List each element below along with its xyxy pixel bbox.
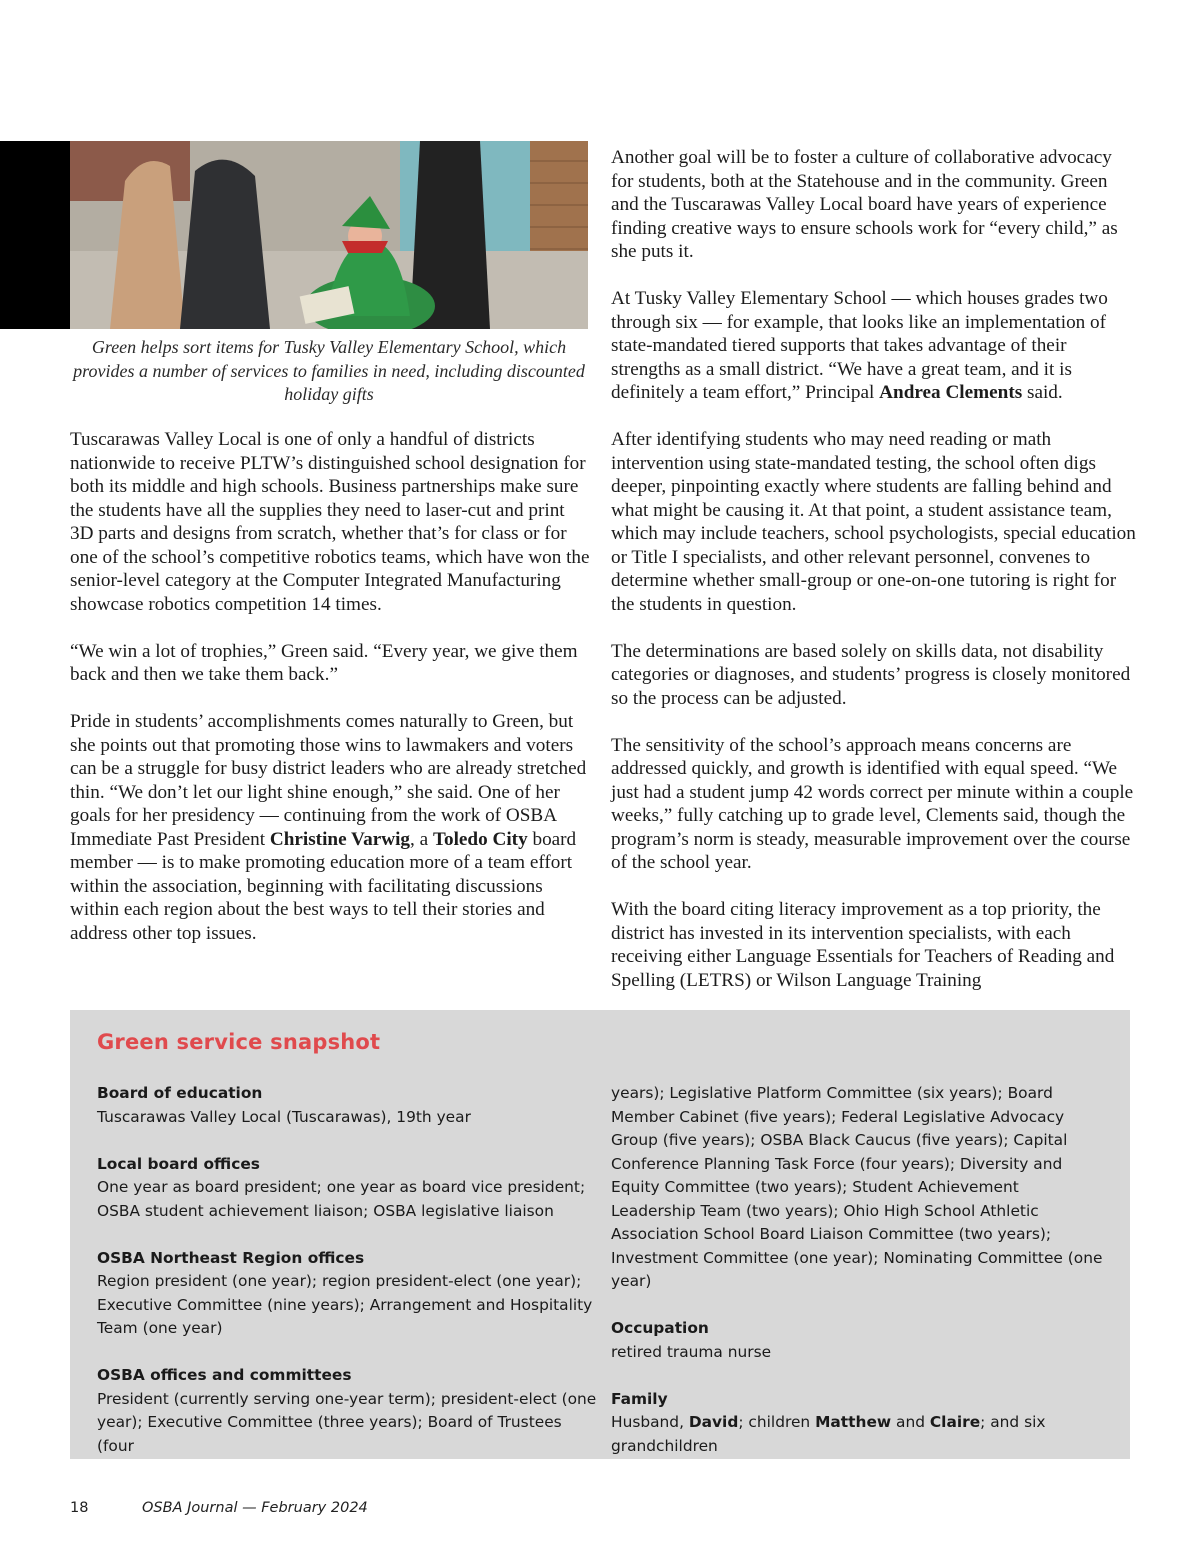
article-right-column [611,146,1136,1016]
section-body: President (currently serving one-year term); president-elect (one year); Executive Committee (three years); Board of Trustees (four [97,1389,597,1455]
district-name: Toledo City [432,828,528,850]
section-heading: OSBA offices and committees [97,1366,352,1384]
paragraph: After identifying students who may need reading or math intervention using state-mandated testing, the school often digs deeper, pinpointing exactly where students are falling behind and what might be causing it. At that point, a student assistance team, which may include teachers, school psychologists, special education or Title I specialists, and other relevant personnel, convenes to determine whether small-group or one-on-one tutoring is right for the students in question. [611,429,1136,615]
snapshot-left-column [97,1082,597,1482]
black-side-tab [0,141,70,329]
paragraph: “We win a lot of trophies,” Green said. “Every year, we give them back and then we take them back.” [70,640,578,685]
page-footer [70,1500,368,1516]
person-name: Andrea Clements [879,382,1023,403]
article-photo [70,141,588,329]
person-name: Claire [929,1413,981,1431]
section-heading: Local board offices [97,1154,260,1173]
section-body: One year as board president; one year as board vice president; OSBA student achievement liaison; OSBA legislative liaison [97,1178,586,1220]
text-span: ; and six grandchildren [611,1413,1046,1455]
paragraph [611,287,1136,405]
section-body: Region president (one year); region president-elect (one year); Executive Committee (nine years); Arrangement and Hospitality Team (one year) [97,1272,593,1337]
section-body: Tuscarawas Valley Local (Tuscarawas), 19th year [97,1107,471,1126]
snapshot-right-column [611,1082,1106,1482]
snapshot-title: Green service snapshot [97,1030,381,1054]
text-span: Husband, [611,1413,689,1431]
section-body [611,1411,1106,1458]
paragraph: With the board citing literacy improvement as a top priority, the district has invested in its intervention specialists, with each receiving either Language Essentials for Teachers of Reading and Spelling (LETRS) or Wilson Language Training [611,899,1115,991]
text-span: , a [410,828,433,850]
text-span: said. [1022,382,1063,403]
text-span: Pride in students’ accomplishments comes naturally to Green, but she points out that promoting those wins to lawmakers and voters can be a struggle for busy district leaders who are already stretched thin. “We don’t let our light shine enough,” she said. One of her goals for her presidency — continuing from the work of OSBA Immediate Past President [70,711,587,850]
service-snapshot-box [70,1010,1130,1459]
section-heading: Family [611,1389,668,1408]
section-heading: Board of education [97,1084,263,1102]
paragraph: The sensitivity of the school’s approach means concerns are addressed quickly, and growth is identified with equal speed. “We just had a student jump 42 words correct per minute within a couple weeks,” fully catching up to grade level, Clements said, though the program’s norm is steady, measurable improvement over the course of the school year. [611,734,1134,873]
paragraph: The determinations are based solely on skills data, not disability categories or diagnoses, and students’ progress is closely monitored so the process can be adjusted. [611,640,1131,709]
person-name: Matthew [815,1413,892,1431]
section-heading: Occupation [611,1319,709,1337]
article-left-column [70,428,592,969]
section-body: retired trauma nurse [611,1342,772,1361]
page-number: 18 [70,1500,89,1516]
paragraph [70,710,592,945]
photo-illustration [70,141,588,329]
section-body: years); Legislative Platform Committee (six years); Board Member Cabinet (five years); Federal Legislative Advocacy Group (five years); OSBA Black Caucus (five years); Capital Conference Planning Task Force (four years); Diversity and Equity Committee (two years); Student Achievement Leadership Team (two years); Ohio High School Athletic Association School Board Liaison Committee (two years); Investment Committee (one year); Nominating Committee (one year) [611,1084,1103,1290]
text-span: and [891,1413,930,1431]
photo-caption: Green helps sort items for Tusky Valley Elementary School, which provides a number of services to families in need, including discounted holiday gifts [73,337,585,404]
person-name: Christine Varwig [269,828,411,850]
paragraph: Another goal will be to foster a culture of collaborative advocacy for students, both at the Statehouse and in the community. Green and the Tuscarawas Valley Local board have years of experience finding creative ways to ensure schools work for “every child,” as she puts it. [611,147,1118,262]
person-name: David [688,1413,739,1431]
text-span: At Tusky Valley Elementary School — which houses grades two through six — for example, that looks like an implementation of state-mandated tiered supports that takes advantage of their strengths as a small district. “We have a great team, and it is definitely a team effort,” Principal [611,288,1108,403]
text-span: board member — is to make promoting education more of a team effort within the association, beginning with facilitating discussions within each region about the best ways to tell their stories and address other top issues. [70,828,577,944]
text-span: ; children [738,1413,816,1431]
publication-name: OSBA Journal — February 2024 [142,1500,368,1516]
section-heading: OSBA Northeast Region offices [97,1248,365,1267]
paragraph: Tuscarawas Valley Local is one of only a handful of districts nationwide to receive PLTW’s distinguished school designation for both its middle and high schools. Business partnerships make sure the students have all the supplies they need to laser-cut and print 3D parts and designs from scratch, whether that’s for class or for one of the school’s competitive robotics teams, which have won the senior-level category at the Computer Integrated Manufacturing showcase robotics competition 14 times. [70,429,590,615]
